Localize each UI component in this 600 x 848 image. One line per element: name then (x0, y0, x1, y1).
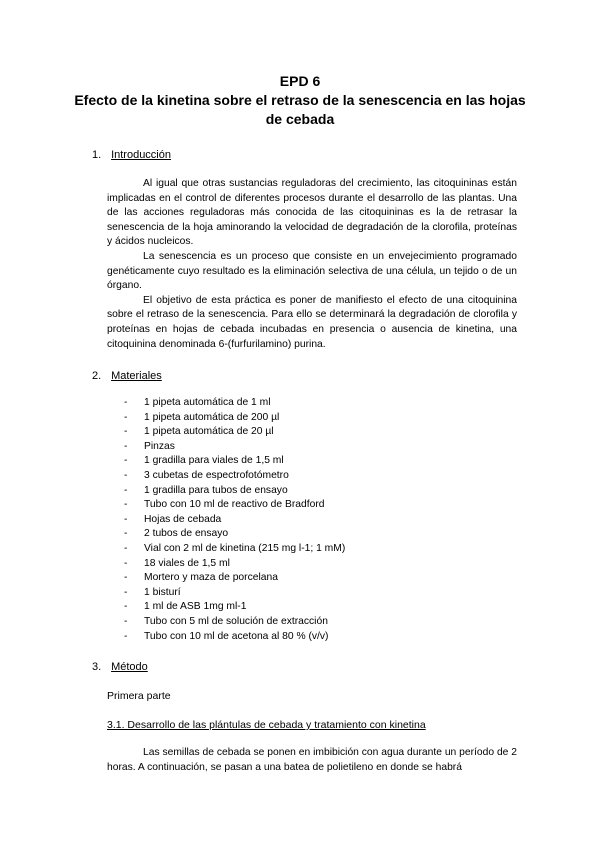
list-bullet: - (124, 528, 128, 540)
list-item: - Mortero y maza de porcelana (124, 571, 345, 586)
section-number: 1. (92, 149, 102, 161)
intro-paragraph: La senescencia es un proceso que consiste en un envejecimiento programado genéticamente cuyo resultado es la eliminación selectiva de una célula, un tejido o de un órgano. (107, 250, 517, 292)
list-item: - Pinzas (124, 440, 345, 455)
list-bullet: - (124, 469, 128, 481)
section-label: Materiales (111, 370, 162, 382)
document-title-line-1: Efecto de la kinetina sobre el retraso de la senescencia en las hojas (74, 92, 526, 108)
list-item: - 1 ml de ASB 1mg ml-1 (124, 600, 345, 615)
list-bullet: - (124, 397, 128, 408)
section-number: 3. (92, 661, 102, 673)
list-bullet: - (124, 572, 128, 584)
list-bullet: - (124, 440, 128, 452)
intro-text (107, 177, 517, 352)
list-item: - 1 gradilla para tubos de ensayo (124, 484, 345, 499)
list-bullet: - (124, 557, 128, 569)
section-label: Método (111, 661, 148, 673)
section-heading-metodo (92, 660, 148, 674)
list-bullet: - (124, 513, 128, 525)
list-item: - 1 gradilla para viales de 1,5 ml (124, 454, 345, 469)
list-item: - 18 viales de 1,5 ml (124, 557, 345, 572)
section-heading-introduccion (92, 148, 171, 162)
list-item: - 1 pipeta automática de 200 µl (124, 411, 345, 426)
method-part-label: Primera parte (107, 690, 171, 702)
list-item: - Vial con 2 ml de kinetina (215 mg l-1; 1 mM) (124, 542, 345, 557)
list-bullet: - (124, 630, 128, 642)
list-item: - Tubo con 5 ml de solución de extracción (124, 615, 345, 630)
list-item: - 1 bisturí (124, 586, 345, 601)
list-bullet: - (124, 601, 128, 613)
list-item: - 1 pipeta automática de 20 µl (124, 425, 345, 440)
section-label: Introducción (111, 149, 171, 161)
method-text (107, 746, 517, 775)
method-subsection-heading: 3.1. Desarrollo de las plántulas de cebada y tratamiento con kinetina (107, 719, 426, 731)
list-bullet: - (124, 542, 128, 554)
list-bullet: - (124, 615, 128, 627)
document-title-line-2: de cebada (265, 111, 335, 127)
list-bullet: - (124, 426, 128, 438)
materials-list (124, 396, 345, 644)
list-bullet: - (124, 484, 128, 496)
intro-paragraph: Al igual que otras sustancias reguladoras del crecimiento, las citoquininas están implicadas en el control de diferentes procesos durante el desarrollo de las plantas. Una de las acciones reguladoras más conocida de las citoquininas es la de retrasar la senescencia de la hoja aminorando la velocidad de degradación de la clorofila, proteínas y ácidos nucleicos. (107, 178, 517, 248)
document-code: EPD 6 (279, 73, 321, 89)
list-item: - Hojas de cebada (124, 513, 345, 528)
list-item: - 3 cubetas de espectrofotómetro (124, 469, 345, 484)
list-item: - Tubo con 10 ml de acetona al 80 % (v/v) (124, 630, 345, 645)
list-bullet: - (124, 586, 128, 598)
list-item: - Tubo con 10 ml de reactivo de Bradford (124, 498, 345, 513)
method-paragraph: Las semillas de cebada se ponen en imbibición con agua durante un período de 2 horas. A continuación, se pasan a una batea de polietileno en donde se habrá (107, 747, 517, 773)
section-heading-materiales (92, 369, 162, 383)
list-item: - 1 pipeta automática de 1 ml (124, 396, 345, 411)
section-number: 2. (92, 370, 102, 382)
list-bullet: - (124, 455, 128, 467)
intro-paragraph: El objetivo de esta práctica es poner de manifiesto el efecto de una citoquinina sobre el retraso de la senescencia. Para ello se determinará la degradación de clorofila y proteínas en hojas de cebada incubadas en presencia o ausencia de kinetina, una citoquinina denominada 6-(furfurilamino) purina. (107, 294, 517, 350)
list-bullet: - (124, 499, 128, 511)
list-bullet: - (124, 411, 128, 423)
list-item: - 2 tubos de ensayo (124, 527, 345, 542)
